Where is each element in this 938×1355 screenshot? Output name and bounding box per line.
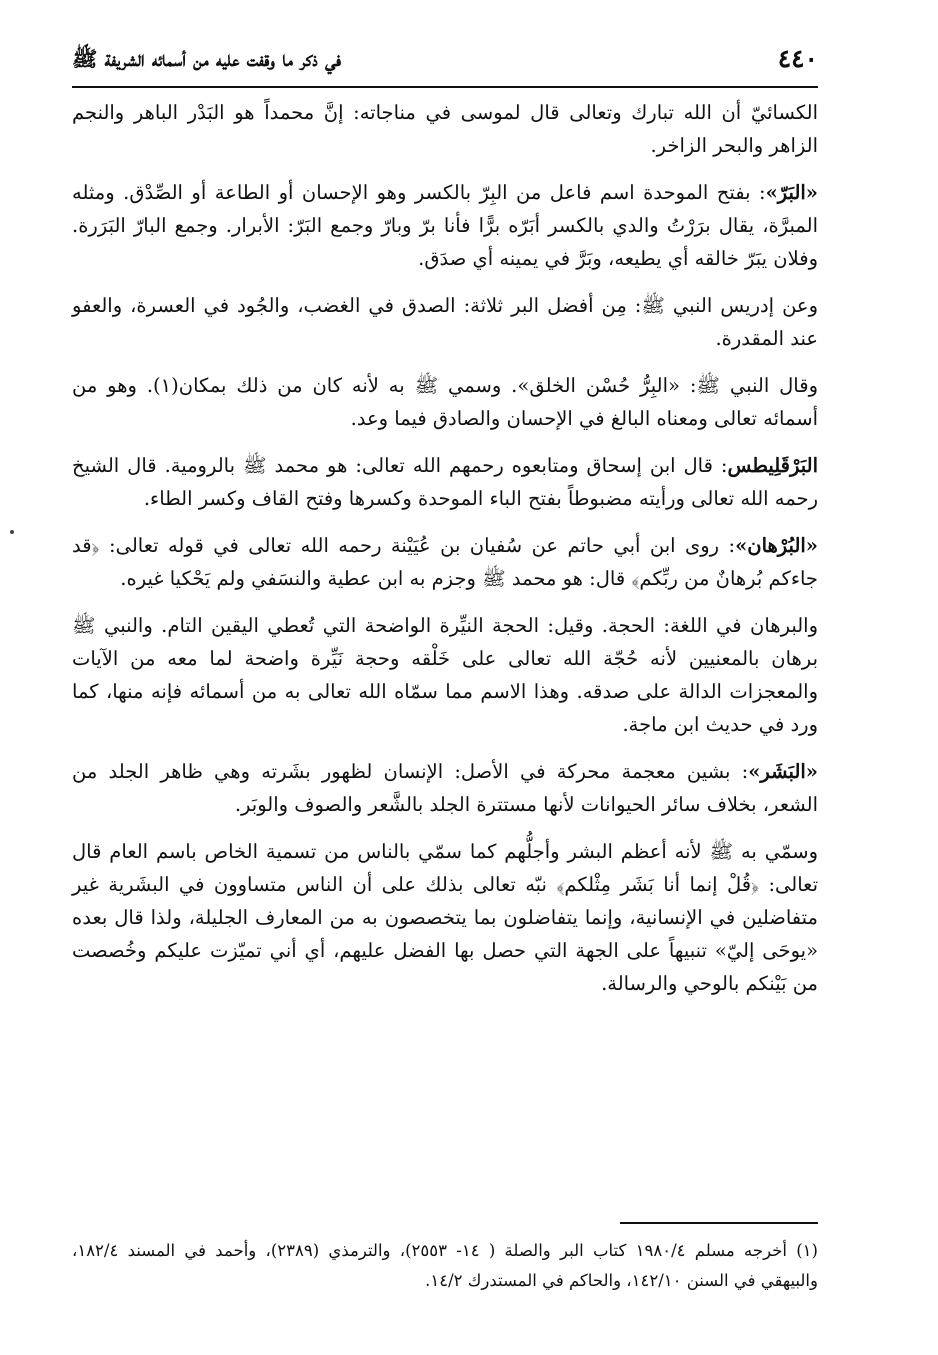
paragraph-al-bashar [72, 755, 818, 821]
paragraph-text: والبرهان في اللغة: الحجة. وقيل: الحجة النيِّرة الواضحة التي تُعطي اليقين التام. والنبي ﷺ برهان بالمعنيين لأنه حُجّة الله تعالى على خَلْقه وحجة نَيِّرة واضحة لما معه من الآيات والمعجزات الدالة على صدقه. وهذا الاسم مما سمّاه الله تعالى به من أسمائه فإنه منها، كما ورد في حديث ابن ماجة. [72, 614, 818, 736]
paragraph-idris [72, 289, 818, 355]
entry-term: «البُرْهان» [735, 534, 818, 557]
paragraph-text: وقال النبي ﷺ: «البِرُّ حُسْن الخلق». وسمي ﷺ به لأنه كان من ذلك بمكان(١). وهو من أسمائه تعالى ومعناه البالغ في الإحسان والصادق فيما وعد. [72, 374, 818, 430]
paragraph-burhan-meaning [72, 609, 818, 741]
page-header [72, 36, 818, 88]
paragraph-text: : بفتح الموحدة اسم فاعل من البِرّ بالكسر وهو الإحسان أو الطاعة أو الصِّدْق. ومثله المبرَّة، يقال برَرْتُ والدي بالكسر أبَرّه برًّا فأنا برّ وبارّ وجمع البَرّ: الأبرار. وجمع البارّ البَرَرة. وفلان يبَرّ خالقه أي يطيعه، وبَرَّ في يمينه أي صدَق. [72, 181, 818, 270]
paragraph-birr-husn-al-khuluq [72, 369, 818, 435]
paragraph-al-barqalit [72, 449, 818, 515]
paragraph-text: الكسائيّ أن الله تبارك وتعالى قال لموسى في مناجاته: إنَّ محمداً هو البَدْر الباهر والنجم الزاهر والبحر الزاخر. [72, 101, 818, 157]
main-text [72, 96, 818, 1014]
paragraph-al-barr [72, 176, 818, 275]
paragraph-al-burhan [72, 529, 818, 595]
paragraph-text: : قال ابن إسحاق ومتابعوه رحمهم الله تعالى: هو محمد ﷺ بالرومية. قال الشيخ رحمه الله تعالى ورأيته مضبوطاً بفتح الباء الموحدة وكسرها وفتح القاف وكسر الطاء. [72, 454, 818, 510]
page-number: ٤٤٠ [777, 44, 818, 73]
entry-term: «البَشَر» [748, 760, 818, 783]
footnotes [72, 1236, 818, 1296]
paragraph-text: وسمّي به ﷺ لأنه أعظم البشر وأجلُّهم كما سمّي بالناس من تسمية الخاص باسم العام قال تعالى: ﴿قُلْ إنما أنا بَشَر مِثْلكم﴾ نبّه تعالى بذلك على أن الناس متساوون في البشَرية غير متفاضلين في الإنسانية، وإنما يتفاضلون بما يتخصصون به من المعارف الجليلة، ولذا قال بعده «يوحَى إليّ» تنبيهاً على الجهة التي حصل بها الفضل عليهم، أي أني تميّزت عليكم وخُصصت من بَيْنكم بالوحي والرسالة. [72, 840, 818, 995]
footnote-divider [620, 1222, 818, 1224]
paragraph-text: وعن إدريس النبي ﷺ: مِن أفضل البر ثلاثة: الصدق في الغضب، والجُود في العسرة، والعفو عند المقدرة. [72, 294, 818, 350]
paragraph-intro [72, 96, 818, 162]
scan-speck [10, 530, 14, 534]
entry-term: «البَرّ» [765, 181, 818, 204]
footnote-1: (١) أخرجه مسلم ١٩٨٠/٤ كتاب البر والصلة ( ١٤- ٢٥٥٣)، والترمذي (٢٣٨٩)، وأحمد في المسند ١٨٢/٤، والبيهقي في السنن ١٤٢/١٠، والحاكم في المستدرك ١٤/٢. [72, 1241, 818, 1290]
entry-term: البَرْقَلِيطس [727, 454, 818, 477]
running-title: في ذكر ما وقفت عليه من أسمائه الشريفة ﷺ [72, 46, 342, 71]
paragraph-bashar-naming [72, 835, 818, 1000]
paragraph-text: : روى ابن أبي حاتم عن سُفيان بن عُيَيْنة رحمه الله تعالى في قوله تعالى: ﴿قد جاءكم بُرهانٌ من ربِّكم﴾ قال: هو محمد ﷺ وجزم به ابن عطية والنسَفي ولم يَحْكيا غيره. [72, 534, 818, 590]
paragraph-text: : بشين معجمة محركة في الأصل: الإنسان لظهور بشَرته وهي ظاهر الجلد من الشعر، بخلاف سائر الحيوانات لأنها مستترة الجلد بالشَّعر والصوف والوبَر. [72, 760, 818, 816]
